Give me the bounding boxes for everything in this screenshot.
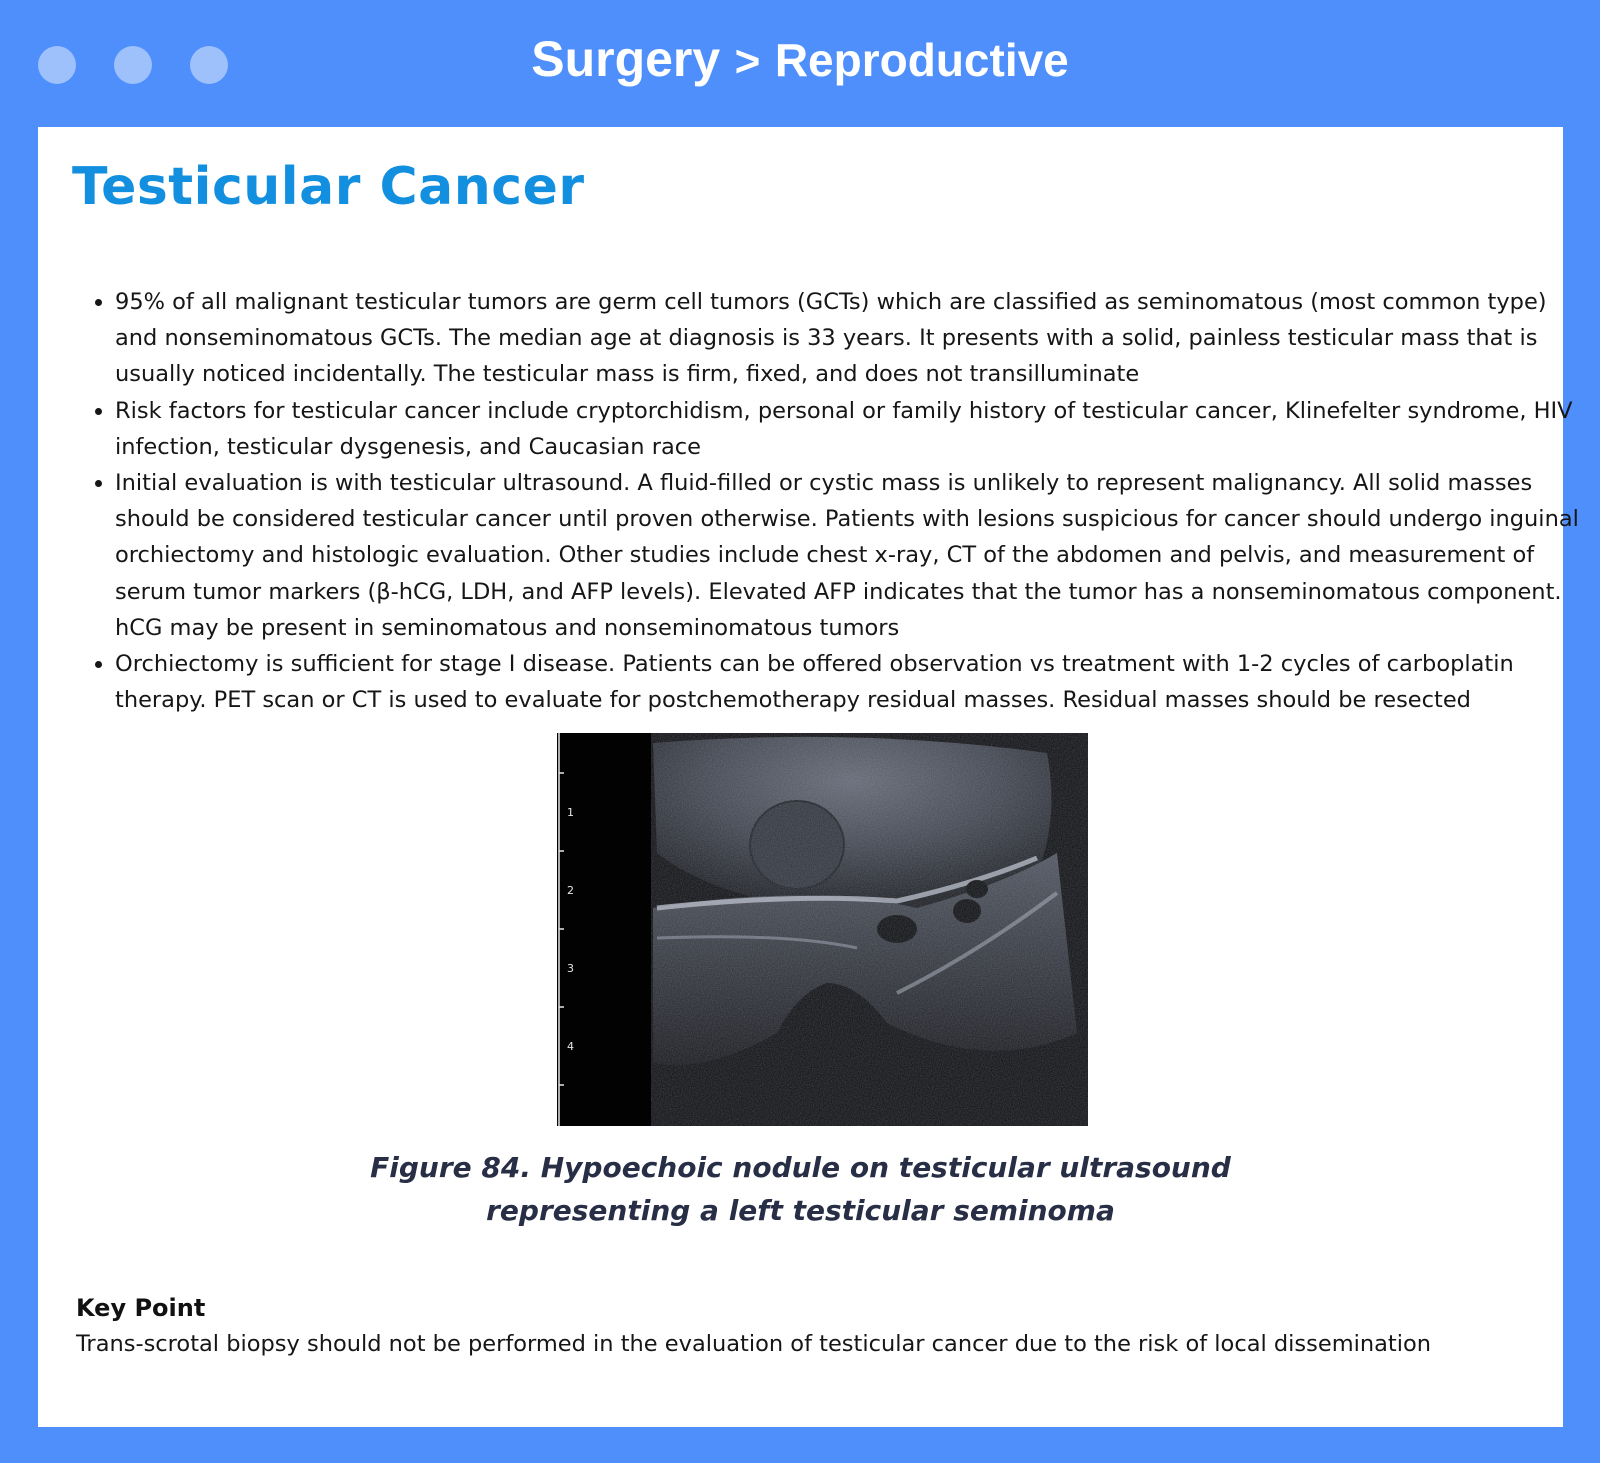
breadcrumb-separator: >	[734, 37, 761, 86]
bullet-list	[90, 284, 1585, 718]
ultrasound-image	[557, 733, 1088, 1126]
list-item: • 95% of all malignant testicular tumors are germ cell tumors (GCTs) which are classified as seminomatous (most common type) and nonseminomatous GCTs. The median age at diagnosis is 33 years. It presents with a solid, painless testicular mass that is usually noticed incidentally. The testicular mass is firm, fixed, and does not transilluminate	[115, 284, 1585, 393]
scale-label: 4	[567, 1040, 574, 1053]
key-point-heading: Key Point	[76, 1294, 206, 1322]
figure-caption-line: representing a left testicular seminoma	[486, 1194, 1115, 1227]
content-panel	[38, 127, 1579, 1427]
breadcrumb-subsection[interactable]: Reproductive	[774, 34, 1069, 86]
list-item: • Risk factors for testicular cancer include cryptorchidism, personal or family history of testicular cancer, Klinefelter syndrome, HIV infection, testicular dysgenesis, and Caucasian race	[115, 393, 1585, 465]
list-item: • Initial evaluation is with testicular ultrasound. A fluid-filled or cystic mass is unlikely to represent malignancy. All solid masses should be considered testicular cancer until proven otherwise. Patients with lesions suspicious for cancer should undergo inguinal orchiectomy and histologic evaluation. Other studies include chest x-ray, CT of the abdomen and pelvis, and measurement of serum tumor markers (β-hCG, LDH, and AFP levels). Elevated AFP indicates that the tumor has a nonseminomatous component. hCG may be present in seminomatous and nonseminomatous tumors	[115, 465, 1585, 646]
figure-caption-line: Figure 84. Hypoechoic nodule on testicular ultrasound	[370, 1151, 1231, 1184]
page-title: Testicular Cancer	[72, 157, 585, 217]
breadcrumb	[0, 30, 1600, 88]
ultrasound-graphic	[557, 733, 1088, 1126]
breadcrumb-section[interactable]: Surgery	[531, 31, 721, 87]
scale-label: 1	[567, 806, 574, 819]
figure-caption	[38, 1146, 1563, 1232]
scale-label: 3	[567, 962, 574, 975]
scale-label: 2	[567, 884, 574, 897]
list-item: • Orchiectomy is sufficient for stage I disease. Patients can be offered observation vs treatment with 1-2 cycles of carboplatin therapy. PET scan or CT is used to evaluate for postchemotherapy residual masses. Residual masses should be resected	[115, 646, 1585, 718]
key-point-text: Trans-scrotal biopsy should not be performed in the evaluation of testicular cancer due to the risk of local dissemination	[76, 1331, 1432, 1357]
title-bar	[0, 0, 1600, 128]
